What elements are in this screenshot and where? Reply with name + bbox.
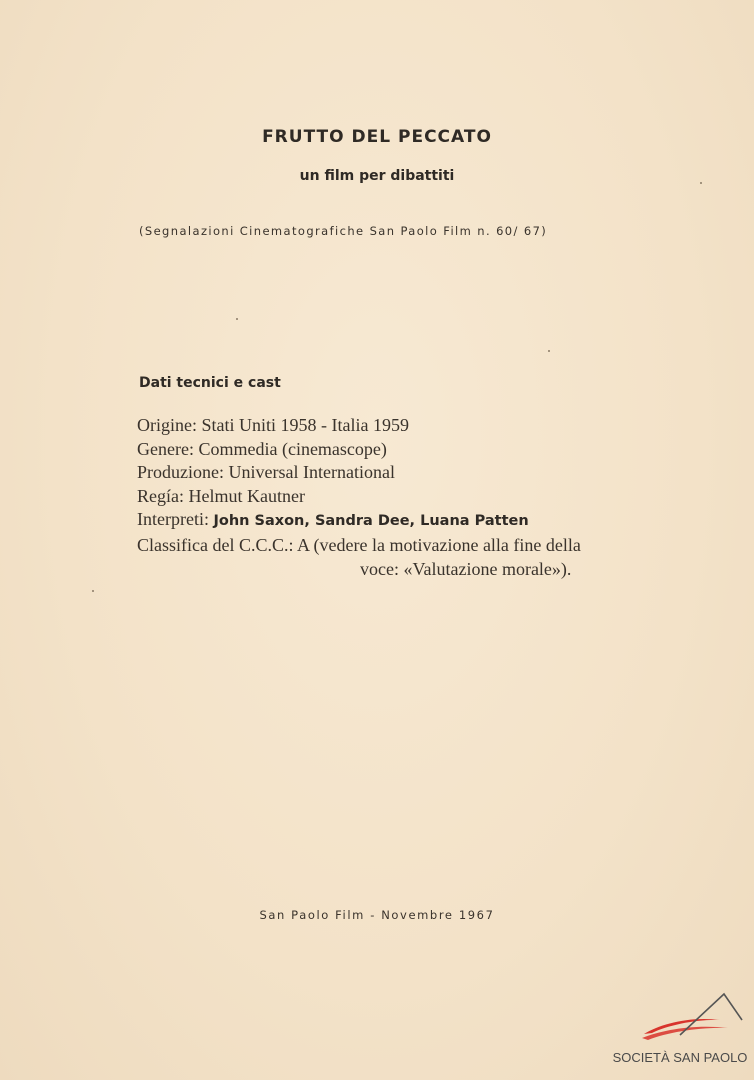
paper-speck bbox=[548, 350, 550, 352]
detail-value: Commedia (cinemascope) bbox=[198, 438, 387, 459]
detail-label: Origine: bbox=[137, 415, 197, 435]
detail-value: Helmut Kautner bbox=[188, 485, 305, 506]
reference-line: (Segnalazioni Cinematografiche San Paolo Film n. 60/ 67) bbox=[139, 224, 548, 238]
paper-speck bbox=[92, 590, 94, 592]
publisher-logo-text: SOCIETÀ SAN PAOLO bbox=[612, 1050, 748, 1065]
detail-row-produzione bbox=[137, 461, 717, 485]
section-heading: Dati tecnici e cast bbox=[139, 375, 281, 391]
detail-row-interpreti bbox=[137, 508, 717, 534]
detail-row-classifica-continuation: voce: «Valutazione morale»). bbox=[360, 558, 572, 579]
footer-line: San Paolo Film - Novembre 1967 bbox=[259, 908, 495, 922]
document-title: FRUTTO DEL PECCATO bbox=[262, 127, 492, 147]
detail-label: Interpreti: bbox=[137, 509, 209, 530]
detail-row-genere bbox=[137, 438, 717, 462]
detail-value: Stati Uniti 1958 - Italia 1959 bbox=[201, 415, 409, 435]
paper-speck bbox=[700, 182, 702, 184]
detail-label: Genere: bbox=[137, 438, 194, 459]
publisher-logo bbox=[600, 990, 750, 1070]
document-subtitle: un film per dibattiti bbox=[299, 168, 455, 184]
detail-value: A (vedere la motivazione alla fine della bbox=[297, 534, 581, 555]
detail-row-classifica bbox=[137, 534, 717, 558]
detail-value: Universal International bbox=[228, 462, 395, 483]
detail-label: Produzione: bbox=[137, 462, 224, 483]
paper-speck bbox=[236, 318, 238, 320]
detail-label: Classifica del C.C.C.: bbox=[137, 534, 294, 555]
detail-row-regia bbox=[137, 485, 717, 509]
details-list bbox=[137, 414, 717, 581]
detail-row-origine bbox=[137, 414, 717, 438]
publisher-logo-icon bbox=[638, 990, 748, 1050]
detail-label: Regía: bbox=[137, 485, 184, 506]
detail-value: John Saxon, Sandra Dee, Luana Patten bbox=[213, 513, 529, 530]
